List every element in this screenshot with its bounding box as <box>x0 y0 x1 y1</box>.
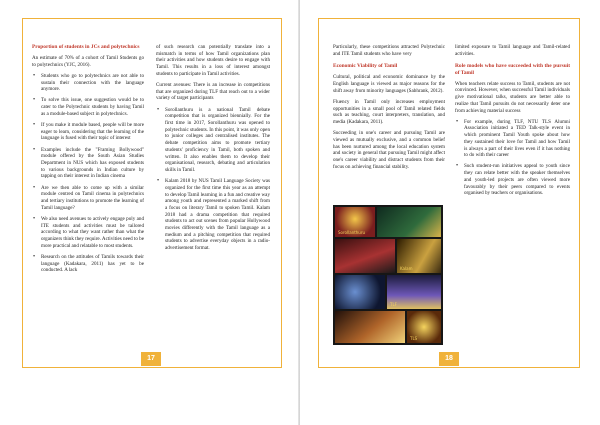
section-heading: Role models who have succeeded with the pursuit of Tamil <box>455 63 570 76</box>
list-item: • We also need avenues to actively engage poly and ITE students and activities must be tailored according to what they want rather than what the organizers think they require. Activities need to be more practical and relatable to most students. <box>32 216 144 250</box>
event-photo <box>335 275 385 309</box>
list-item: • Are we then able to come up with a similar module centred on Tamil cinema in polytechnics and tertiary institutions to promote the learning of Tamil language? <box>32 185 144 212</box>
paragraph: Particularly, these competitions attracted Polytechnic and ITE Tamil students who have very <box>333 44 445 57</box>
event-photo-collage <box>333 205 443 345</box>
event-photo <box>377 207 441 237</box>
right-page <box>300 0 600 425</box>
event-photo <box>335 239 395 273</box>
section-heading: Economic Viability of Tamil <box>333 63 398 70</box>
list-item: • Sorollanthuru is a national Tamil debate competition that is organized biennially. For the first time in 2017, Sorollanthuru was opened to polytechnic students. In this point, it was only open to junior colleges and centralised institutes. The debate competition aims to promote tertiary students' proficiency in Tamil, both spoken and written. It also enables them to develop their organisational, research, debating and articulation skills in Tamil. <box>156 107 270 174</box>
event-photo <box>397 239 441 273</box>
list-item: • To solve this issue, one suggestion would be to cater to the Polytechnic students by having Tamil as a module-based subject in polytechnics. <box>32 97 144 117</box>
list-item: • For example, during TLF, NTU TLS Alumni Association initiated a TED Talk-style event in which prominent Tamil Youth spoke about how they sustained their love for Tamil and how Tamil is always a part of their lives even if it has nothing to do with their career <box>455 119 570 159</box>
list-item: • Examples include the "Framing Bollywood" module offered by the South Asian Studies Department in NUS which has exposed students to various backgrounds in Indian culture by tapping on their interest in Indian cinema <box>32 147 144 181</box>
section-heading: Proportion of students in JCs and polytechnics <box>32 44 140 50</box>
paragraph: Fluency in Tamil only increases employment opportunities in a small pool of Tamil related fields such as teaching, court interpreters, translation, and media (Kadakara, 2011). <box>333 98 445 126</box>
list-item: • Research on the attitudes of Tamils towards their language (Kadakara, 2011) has yet to be conducted. A lack <box>32 254 144 274</box>
paragraph: Cultural, political and economic dominance by the English language is viewed as major reasons for the shift away from minority languages (Sabhrank, 2012). <box>333 74 445 94</box>
list-item: • Kalam 2018 by NUS Tamil Language Society was organized for the first time this year as an attempt to develop Tamil learning in a fun and creative way among youth and represented a marked shift from a focus on literary Tamil to spoken Tamil. Kalam 2018 had a drama competition that required students to act out scenes from popular Hollywood movies differently with the Tamil language as a medium and a pitching competition that required students to advertise everyday objects in a radio-advertisement format. <box>156 178 270 252</box>
photo-caption: Sorollanthuru <box>338 230 366 235</box>
left-column-1 <box>32 44 144 279</box>
photo-caption: TLS <box>410 336 418 341</box>
bullet-list <box>156 107 270 252</box>
list-item: • Such student-run initiatives appeal to youth since they can relate better with the speaker themselves and youth-led projects are often viewed more favourably by their peers compared to events organised by teachers or organisations. <box>455 163 570 197</box>
paragraph: An estimate of 70% of a cohort of Tamil Students go to polytechnics (YJC, 2016). <box>32 54 144 68</box>
paragraph: Current avenues: There is an increase in competitions that are organized during TLF that reach out to a wider variety of target participants <box>156 82 270 102</box>
bullet-list <box>455 119 570 197</box>
event-photo <box>407 311 441 343</box>
event-photo <box>335 207 375 237</box>
list-item: • If you make it module based, people will be more eager to learn, considering that the learning of the language is fused with their topic of interest <box>32 122 144 142</box>
photo-caption: Kalam <box>400 266 413 271</box>
bullet-list <box>32 73 144 274</box>
page-number: 17 <box>141 352 161 366</box>
paragraph: When teachers relate success to Tamil, students are not convinced. However, when successful Tamil individuals give motivational talks, students are better able to realize that Tamil pursuits do not necessarily deter one from achieving material success <box>455 80 570 114</box>
event-photo <box>387 275 441 309</box>
right-column-1 <box>333 44 445 175</box>
list-item: • Students who go to polytechnics are not able to sustain their connection with the language anymore. <box>32 73 144 93</box>
photo-caption: TLF <box>390 302 397 307</box>
page-number: 18 <box>439 352 459 366</box>
paragraph: of such research can potentially translate into a mismatch in terms of how Tamil organizations plan their activities and how students desire to engage with Tamil. This results in a loss of interest amongst students to participate in Tamil activities. <box>156 44 270 77</box>
left-column-2 <box>156 44 270 256</box>
paragraph: Succeeding in one's career and pursuing Tamil are viewed as mutually exclusive, and a common belief has been nurtured among the local education system and society in general that pursuing Tamil might affect one's career viability and distract students from their focus on achieving financial stability. <box>333 130 445 170</box>
paragraph: limited exposure to Tamil language and Tamil-related activities. <box>455 44 570 57</box>
right-column-2 <box>455 44 570 201</box>
event-photo <box>335 311 405 343</box>
